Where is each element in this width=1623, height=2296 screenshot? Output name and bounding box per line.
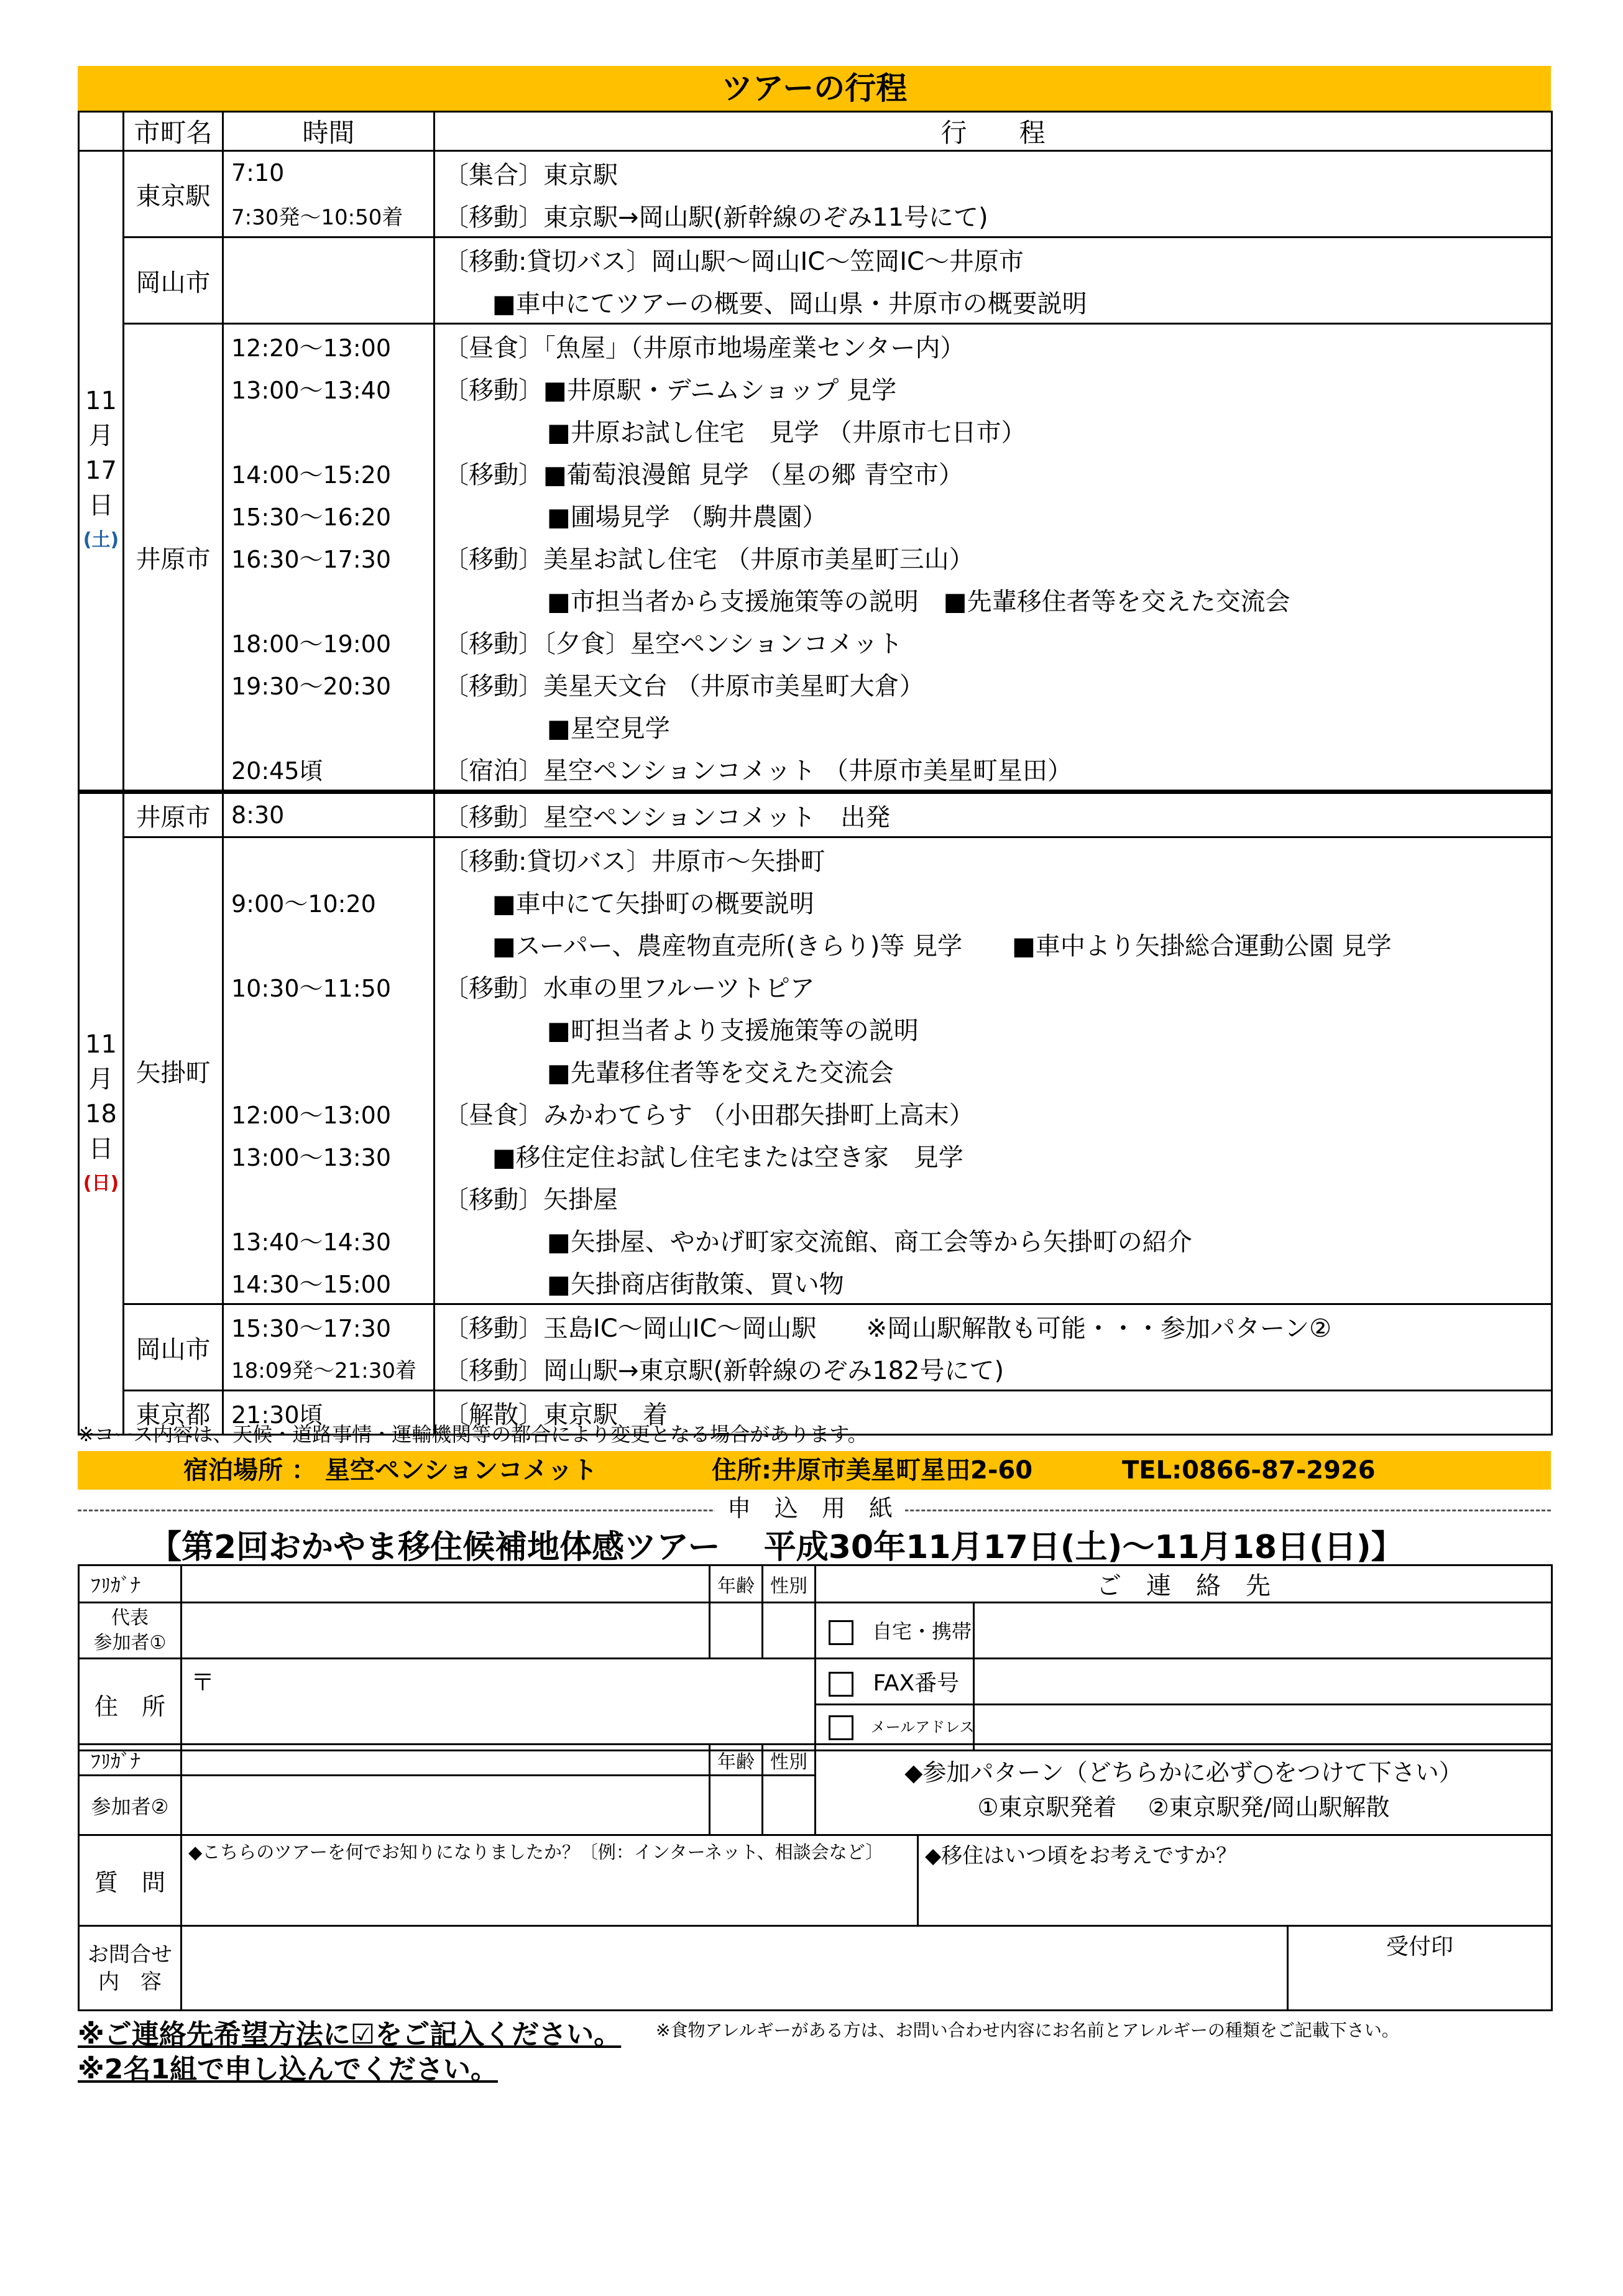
form-divider-label: 申 込 用 紙	[715, 1493, 905, 1523]
schedule-cell: 〔移動:貸切バス〕岡山駅～岡山IC～笠岡IC～井原市 ■車中にてツアーの概要、岡山県・井原市の概要説明	[434, 237, 1552, 324]
sex-input-2[interactable]	[763, 1776, 816, 1835]
city-cell: 岡山市	[124, 237, 223, 324]
time-cell: 9:00～10:20 10:30～11:50 12:00～13:00 13:00～13:30 13:40～14:30 14:30～15:00	[223, 837, 434, 1304]
time-cell: 8:30	[223, 792, 434, 837]
time-cell: 15:30～17:30 18:09発～21:30着	[223, 1304, 434, 1391]
footer-note-contact-method: ※ご連絡先希望方法に☑をご記入ください。	[78, 2019, 622, 2050]
footer-note-pair: ※2名1組で申し込んでください。	[78, 2054, 499, 2085]
application-form	[78, 1564, 1553, 1751]
lodging-tel: TEL:0866-87-2926	[1122, 1456, 1376, 1485]
age-input-1[interactable]	[710, 1603, 763, 1659]
city-cell: 岡山市	[124, 1304, 223, 1391]
postal-mark: 〒	[191, 1669, 215, 1696]
header-schedule: 行 程	[434, 112, 1552, 151]
header-time: 時間	[223, 112, 434, 151]
lodging-label: 宿泊場所 ： 星空ペンションコメット	[183, 1456, 598, 1485]
schedule-cell: 〔解散〕東京駅 着	[434, 1391, 1552, 1435]
participation-pattern	[816, 1745, 1552, 1835]
schedule-cell: 〔昼食〕「魚屋」（井原市地場産業センター内） 〔移動〕■井原駅・デニムショップ 見学 ■井原お試し住宅 見学 （井原市七日市） 〔移動〕■葡萄浪漫館 見学 （星の郷 青空市） ■圃場見学 （駒井農園） 〔移動〕美星お試し住宅 （井原市美星町三山） ■市担当者から支援施策等の説明 ■先輩移住者等を交えた交流会 〔移動〕〔夕食〕星空ペンションコメット 〔移動〕美星天文台 （井原市美星町大倉） ■星空見学 〔宿泊〕星空ペンションコメット （井原市美星町星田）	[434, 324, 1552, 792]
weekday-sun: (日)	[83, 1172, 119, 1194]
pattern-title: ◆参加パターン（どちらかに必ず○をつけて下さい）	[904, 1758, 1463, 1786]
time-cell	[223, 237, 434, 324]
question-timing-input[interactable]	[918, 1835, 1552, 1926]
inquiry-block	[78, 1925, 1553, 2011]
checkbox-icon[interactable]	[829, 1715, 853, 1740]
city-cell: 井原市	[124, 324, 223, 792]
sex-label: 性別	[763, 1565, 816, 1603]
fax-option[interactable]: FAX番号	[816, 1659, 974, 1705]
time-cell: 21:30頃	[223, 1391, 434, 1435]
inquiry-input[interactable]	[182, 1926, 1288, 2011]
contact-header: ご 連 絡 先	[816, 1565, 1552, 1603]
time-cell: 7:10 7:30発～10:50着	[223, 151, 434, 237]
home-mobile-option[interactable]: 自宅・携帯	[816, 1603, 974, 1659]
itinerary-title: ツアーの行程	[721, 70, 908, 106]
furigana-input-1[interactable]	[182, 1565, 710, 1603]
lodging-address: 住所:井原市美星町星田2-60	[712, 1456, 1033, 1485]
schedule-cell: 〔集合〕東京駅 〔移動〕東京駅→岡山駅(新幹線のぞみ11号にて)	[434, 151, 1552, 237]
question-source-input[interactable]	[182, 1835, 918, 1926]
header-city: 市町名	[124, 112, 223, 151]
question-timing-prompt: ◆移住はいつ頃をお考えですか？	[925, 1843, 1238, 1868]
weekday-sat: (土)	[83, 529, 119, 551]
furigana-input-2[interactable]	[182, 1745, 710, 1776]
address-label: 住 所	[79, 1659, 182, 1751]
schedule-cell: 〔移動〕玉島IC～岡山IC～岡山駅 ※岡山駅解散も可能・・・参加パターン② 〔移動〕岡山駅→東京駅(新幹線のぞみ182号にて)	[434, 1304, 1552, 1391]
age-label: 年齢	[710, 1565, 763, 1603]
age-label: 年齢	[710, 1745, 763, 1776]
city-cell: 矢掛町	[124, 837, 223, 1304]
reception-stamp-label: 受付印	[1386, 1934, 1453, 1960]
participant2-block	[78, 1743, 1553, 1836]
footer-note-allergy: ※食物アレルギーがある方は、お問い合わせ内容にお名前とアレルギーの種類をご記載下さい。	[656, 2020, 1399, 2040]
home-mobile-input[interactable]	[974, 1603, 1552, 1659]
email-option[interactable]: メールアドレス	[816, 1705, 974, 1751]
sex-input-1[interactable]	[763, 1603, 816, 1659]
date-day1: 11 月 17 日 (土)	[79, 151, 124, 792]
fax-input[interactable]	[974, 1659, 1552, 1705]
pattern-options[interactable]: ①東京駅発着 ②東京駅発/岡山駅解散	[977, 1793, 1390, 1821]
participant2-label: 参加者②	[79, 1776, 182, 1835]
itinerary-table	[78, 111, 1553, 1436]
checkbox-icon[interactable]	[829, 1620, 853, 1645]
date-day2: 11 月 18 日 (日)	[79, 792, 124, 1435]
reception-stamp-box	[1288, 1926, 1552, 2011]
course-note: ※コース内容は、天候・道路事情・運輸機関等の都合により変更となる場合があります。	[78, 1422, 868, 1446]
form-title: 【第2回おかやま移住候補地体感ツアー 平成30年11月17日(土)～11月18日(日)】	[149, 1529, 1404, 1566]
age-input-2[interactable]	[710, 1776, 763, 1835]
city-cell: 東京都	[124, 1391, 223, 1435]
time-cell: 12:20～13:00 13:00～13:40 14:00～15:20 15:30～16:20 16:30～17:30 18:00～19:00 19:30～20:30 20:45頃	[223, 324, 434, 792]
schedule-cell: 〔移動〕星空ペンションコメット 出発	[434, 792, 1552, 837]
furigana-label: ﾌﾘｶﾞﾅ	[79, 1565, 182, 1603]
schedule-cell: 〔移動:貸切バス〕井原市～矢掛町 ■車中にて矢掛町の概要説明 ■スーパー、農産物直売所(きらり)等 見学 ■車中より矢掛総合運動公園 見学 〔移動〕水車の里フルーツトピア ■町担当者より支援施策等の説明 ■先輩移住者等を交えた交流会 〔昼食〕みかわてらす （小田郡矢掛町上高末） ■移住定住お試し住宅または空き家 見学 〔移動〕矢掛屋 ■矢掛屋、やかげ町家交流館、商工会等から矢掛町の紹介 ■矢掛商店街散策、買い物	[434, 837, 1552, 1304]
address-input[interactable]	[182, 1659, 816, 1751]
inquiry-label: お問合せ 内 容	[79, 1926, 182, 2011]
furigana-label: ﾌﾘｶﾞﾅ	[79, 1745, 182, 1776]
city-cell: 井原市	[124, 792, 223, 837]
question-block	[78, 1834, 1553, 1927]
lodging-bar	[78, 1451, 1551, 1490]
header-blank	[79, 112, 124, 151]
checkbox-icon[interactable]	[829, 1672, 853, 1697]
city-cell: 東京駅	[124, 151, 223, 237]
representative-label: 代表 参加者①	[79, 1603, 182, 1659]
representative-name-input[interactable]	[182, 1603, 710, 1659]
sex-label: 性別	[763, 1745, 816, 1776]
participant2-name-input[interactable]	[182, 1776, 710, 1835]
question-label: 質 問	[79, 1835, 182, 1926]
question-source-prompt: ◆こちらのツアーを何でお知りになりましたか？〔例：インターネット、相談会など〕	[188, 1842, 884, 1863]
itinerary-title-bar	[78, 66, 1551, 111]
